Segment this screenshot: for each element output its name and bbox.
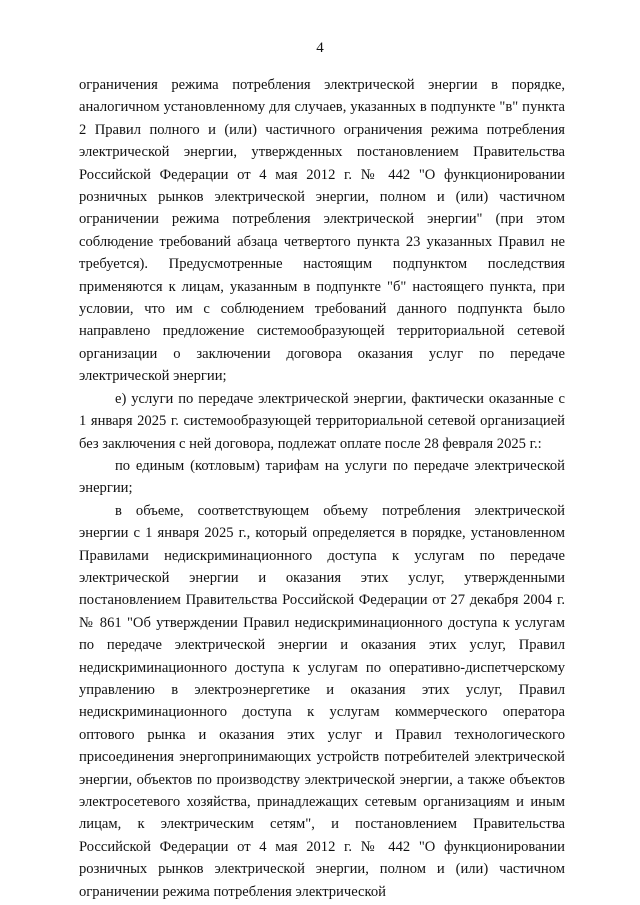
paragraph-volume: в объеме, соответствующем объему потребления электрической энергии с 1 января 2025 г., который определяется в порядке, установленном Правилами недискриминационного доступа к услугам по передаче электрической энергии и оказания этих услуг, утвержденными постановлением Правительства Российской Федерации от 27 декабря 2004 г. № 861 "Об утверждении Правил недискриминационного доступа к услугам по передаче электрической энергии и оказания этих услуг, Правил недискриминационного доступа к услугам по оперативно-диспетчерскому управлению в электроэнергетике и оказания этих услуг, Правил недискриминационного доступа к услугам коммерческого оператора оптового рынка и оказания этих услуг и Правил технологического присоединения энергопринимающих устройств потребителей электрической энергии, объектов по производству электрической энергии, а также объектов электросетевого хозяйства, принадлежащих сетевым организациям и иным лицам, к электрическим сетям", и постановлением Правительства Российской Федерации от 4 мая 2012 г. № 442 "О функционировании розничных рынков электрической энергии, полном и (или) частичном ограничении режима потребления электрической bbox=[79, 502, 565, 900]
document-body bbox=[79, 74, 565, 903]
paragraph-tariffs: по единым (котловым) тарифам на услуги по передаче электрической энергии; bbox=[79, 457, 565, 497]
page-number: 4 bbox=[316, 40, 324, 56]
paragraph-continuation: ограничения режима потребления электрической энергии в порядке, аналогичном установленному для случаев, указанных в подпункте "в" пункта 2 Правил полного и (или) частичного ограничения режима потребления электрической энергии, утвержденных постановлением Правительства Российской Федерации от 4 мая 2012 г. № 442 "О функционировании розничных рынков электрической энергии, полном и (или) частичном ограничении режима потребления электрической энергии" (при этом соблюдение требований абзаца четвертого пункта 23 указанных Правил не требуется). Предусмотренные настоящим подпунктом последствия применяются к лицам, указанным в подпункте "б" настоящего пункта, при условии, что им с соблюдением требований данного подпункта было направлено предложение системообразующей территориальной сетевой организации о заключении договора оказания услуг по передаче электрической энергии; bbox=[79, 77, 565, 385]
paragraph-subpoint-e: е) услуги по передаче электрической энергии, фактически оказанные с 1 января 2025 г. системообразующей территориальной сетевой организацией без заключения с ней договора, подлежат оплате после 28 февраля 2025 г.: bbox=[79, 390, 565, 452]
